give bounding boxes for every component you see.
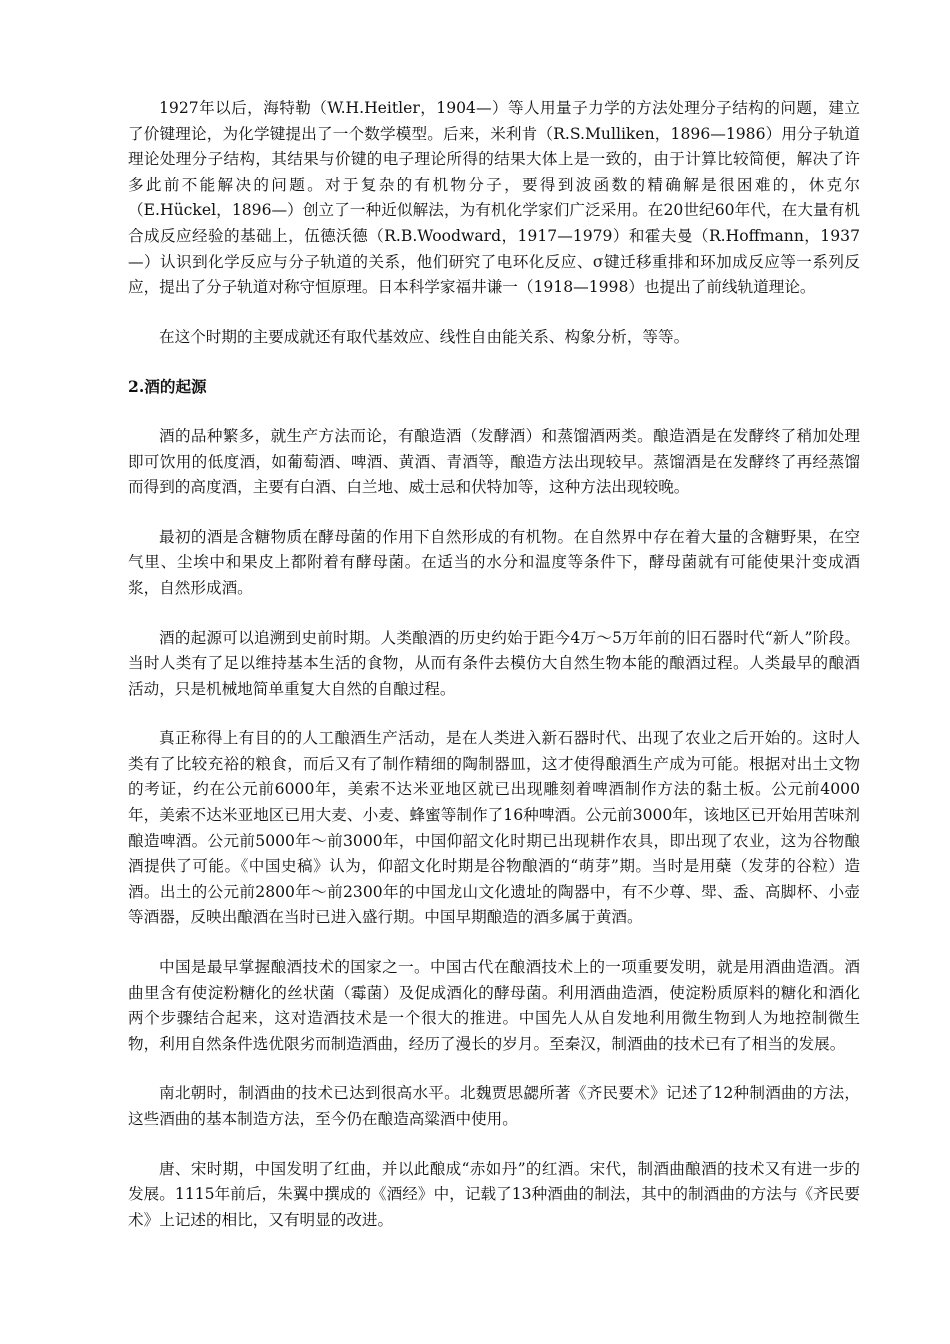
paragraph-wine-types: 酒的品种繁多，就生产方法而论，有酿造酒（发酵酒）和蒸馏酒两类。酿造酒是在发酵终了稍加处理即可饮用的低度酒，如葡萄酒、啤酒、黄酒、青酒等，酿造方法出现较早。蒸馏酒是在发酵终了再经蒸馏而得到的高度酒，主要有白酒、白兰地、威士忌和伏特加等，这种方法出现较晚。: [128, 426, 860, 497]
paragraph-tang-song: 唐、宋时期，中国发明了红曲，并以此酿成“赤如丹”的红酒。宋代，制酒曲酿酒的技术又有进一步的发展。1115年前后，朱翼中撰成的《酒经》中，记载了13种酒曲的制法，其中的制酒曲的方法与《齐民要术》上记述的相比，又有明显的改进。: [128, 1159, 860, 1229]
section-heading: 2.酒的起源: [128, 377, 207, 397]
paragraph-quantum-chemistry: 1927年以后，海特勒（W.H.Heitler，1904—）等人用量子力学的方法处理分子结构的问题，建立了价键理论，为化学键提出了一个数学模型。后来，米利肯（R.S.Mulliken，1896—1986）用分子轨道理论处理分子结构，其结果与价键的电子理论所得的结果大体上是一致的，由于计算比较简便，解决了许多此前不能解决的问题。对于复杂的有机物分子，要得到波函数的精确解是很困难的，休克尔（E.Hückel，1896—）创立了一种近似解法，为有机化学家们广泛采用。在20世纪60年代，在大量有机合成反应经验的基础上，伍德沃德（R.B.Woodward，1917—1979）和霍夫曼（R.Hoffmann，1937—）认识到化学反应与分子轨道的关系，他们研究了电环化反应、σ键迁移重排和环加成反应等一系列反应，提出了分子轨道对称守恒原理。日本科学家福井谦一（1918—1998）也提出了前线轨道理论。: [128, 99, 860, 297]
document-body: [128, 96, 860, 1233]
paragraph-natural-wine: 最初的酒是含糖物质在酵母菌的作用下自然形成的有机物。在自然界中存在着大量的含糖野果，在空气里、尘埃中和果皮上都附着有酵母菌。在适当的水分和温度等条件下，酵母菌就有可能使果汁变成酒浆，自然形成酒。: [128, 527, 860, 597]
paragraph-prehistory: 酒的起源可以追溯到史前时期。人类酿酒的历史约始于距今4万～5万年前的旧石器时代“新人”阶段。当时人类有了足以维持基本生活的食物，从而有条件去模仿大自然生物本能的酿酒过程。人类最早的酿酒活动，只是机械地简单重复大自然的自酿过程。: [128, 628, 860, 698]
paragraph-northern-southern: 南北朝时，制酒曲的技术已达到很高水平。北魏贾思勰所著《齐民要术》记述了12种制酒曲的方法，这些酒曲的基本制造方法，至今仍在酿造高粱酒中使用。: [128, 1084, 860, 1128]
paragraph-achievements: 在这个时期的主要成就还有取代基效应、线性自由能关系、构象分析，等等。: [159, 327, 690, 346]
paragraph-jiuqu: 中国是最早掌握酿酒技术的国家之一。中国古代在酿酒技术上的一项重要发明，就是用酒曲造酒。酒曲里含有使淀粉糖化的丝状菌（霉菌）及促成酒化的酵母菌。利用酒曲造酒，使淀粉质原料的糖化和酒化两个步骤结合起来，这对造酒技术是一个很大的推进。中国先人从自发地利用微生物到人为地控制微生物，利用自然条件选优限劣而制造酒曲，经历了漫长的岁月。至秦汉，制酒曲的技术已有了相当的发展。: [128, 958, 860, 1053]
paragraph-neolithic: 真正称得上有目的的人工酿酒生产活动，是在人类进入新石器时代、出现了农业之后开始的。这时人类有了比较充裕的粮食，而后又有了制作精细的陶制器皿，这才使得酿酒生产成为可能。根据对出土文物的考证，约在公元前6000年，美索不达米亚地区就已出现雕刻着啤酒制作方法的黏土板。公元前4000年，美索不达米亚地区已用大麦、小麦、蜂蜜等制作了16种啤酒。公元前3000年，该地区已开始用苦味剂酿造啤酒。公元前5000年～前3000年，中国仰韶文化时期已出现耕作农具，即出现了农业，这为谷物酿酒提供了可能。《中国史稿》认为，仰韶文化时期是谷物酿酒的“萌芽”期。当时是用蘖（发芽的谷粒）造酒。出土的公元前2800年～前2300年的中国龙山文化遗址的陶器中，有不少尊、斝、盉、高脚杯、小壶等酒器，反映出酿酒在当时已进入盛行期。中国早期酿造的酒多属于黄酒。: [128, 729, 860, 927]
